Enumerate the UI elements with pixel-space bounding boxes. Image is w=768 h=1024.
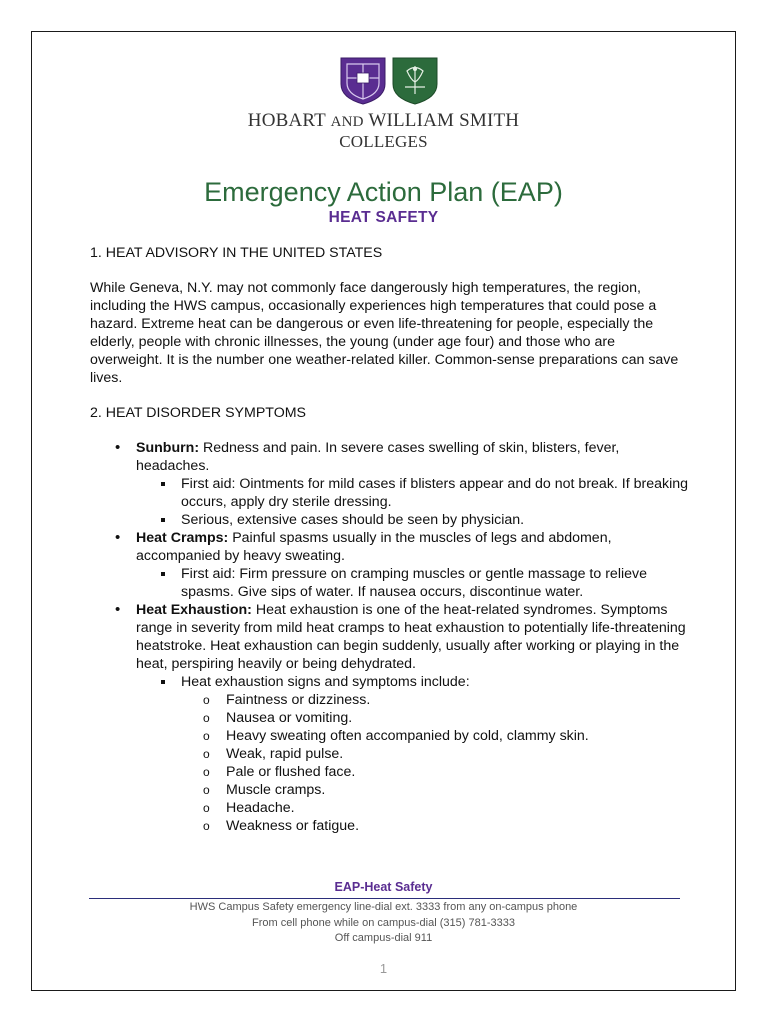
sign-item: o Weak, rapid pulse. (181, 745, 690, 763)
college-name-line2: COLLEGES (339, 132, 428, 151)
sign-item: o Weakness or fatigue. (181, 817, 690, 835)
sublist-item: First aid: Ointments for mild cases if blisters appear and do not break. If breaking occurs, apply dry sterile dressing. (136, 475, 690, 511)
college-shields-logo (337, 56, 441, 106)
heat-exhaustion-sublist (136, 673, 690, 835)
sublist-item-text: Heat exhaustion signs and symptoms include: (181, 674, 470, 690)
section2-heading: 2. HEAT DISORDER SYMPTOMS (90, 405, 307, 421)
sunburn-sublist (136, 475, 690, 529)
document-title: Emergency Action Plan (EAP) (204, 177, 563, 207)
heat-cramps-sublist (136, 565, 690, 601)
college-name-part-and: AND (330, 114, 364, 130)
college-name-part-hobart: HOBART (247, 110, 326, 131)
list-item-heat-cramps (90, 529, 690, 601)
footer-title: EAP-Heat Safety (334, 880, 433, 894)
desc-sunburn: Redness and pain. In severe cases swelling of skin, blisters, fever, headaches. (136, 440, 620, 474)
sign-item: o Pale or flushed face. (181, 763, 690, 781)
sign-item: o Heavy sweating often accompanied by cold, clammy skin. (181, 727, 690, 745)
page-number: 1 (379, 961, 388, 976)
symptoms-list (90, 439, 690, 835)
desc-heat-cramps: Painful spasms usually in the muscles of legs and abdomen, accompanied by heavy sweating. (136, 530, 612, 564)
footer-emergency-line: HWS Campus Safety emergency line-dial ext. 3333 from any on-campus phone (189, 901, 578, 913)
footer-divider (89, 898, 680, 899)
footer-offcampus-line: Off campus-dial 911 (334, 932, 433, 944)
term-heat-exhaustion: Heat Exhaustion: (136, 602, 252, 618)
list-item-heat-exhaustion (90, 601, 690, 835)
document-subtitle: HEAT SAFETY (328, 209, 439, 226)
list-item-sunburn (90, 439, 690, 529)
sign-item: o Nausea or vomiting. (181, 709, 690, 727)
document-body (90, 244, 690, 835)
sign-item: o Muscle cramps. (181, 781, 690, 799)
term-sunburn: Sunburn: (136, 440, 200, 456)
footer-cell-line: From cell phone while on campus-dial (315) 781-3333 (252, 917, 515, 929)
sign-item: o Headache. (181, 799, 690, 817)
section1-paragraph: While Geneva, N.Y. may not commonly face dangerously high temperatures, the region, including the HWS campus, occasionally experiences high temperatures that could pose a hazard. Extreme heat can be dangerous or even life-threatening for people, especially the elderly, people with chronic illnesses, the young (under age four) and those who are overweight. It is the number one weather-related killer. Common-sense preparations can save lives. (90, 280, 679, 386)
college-name-part-william-smith: WILLIAM SMITH (368, 110, 520, 131)
sublist-item: First aid: Firm pressure on cramping muscles or gentle massage to relieve spasms. Give sips of water. If nausea occurs, discontinue water. (136, 565, 690, 601)
signs-list (181, 691, 690, 835)
section1-heading: 1. HEAT ADVISORY IN THE UNITED STATES (90, 245, 383, 261)
sublist-item (136, 673, 690, 835)
desc-heat-exhaustion: Heat exhaustion is one of the heat-related syndromes. Symptoms range in severity from mild heat cramps to heat exhaustion to potentially life-threatening heatstroke. Heat exhaustion can begin suddenly, usually after working or playing in the heat, perspiring heavily or being dehydrated. (136, 602, 686, 672)
sign-item: o Faintness or dizziness. (181, 691, 690, 709)
term-heat-cramps: Heat Cramps: (136, 530, 229, 546)
college-name-line1 (32, 110, 735, 132)
sublist-item: Serious, extensive cases should be seen by physician. (136, 511, 690, 529)
document-page (31, 31, 736, 991)
